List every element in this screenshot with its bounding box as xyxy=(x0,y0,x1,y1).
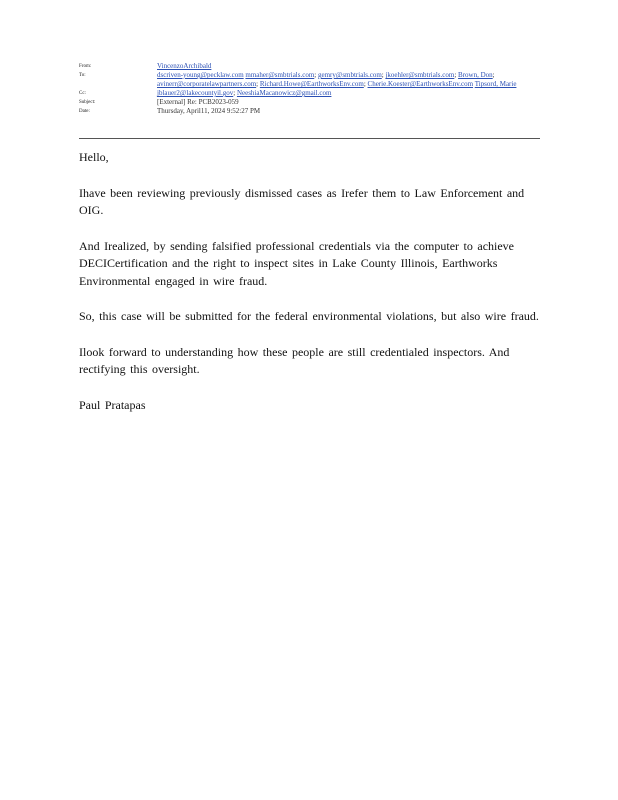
from-sender-link[interactable]: VincenzoArchibald xyxy=(157,62,212,70)
to-recipient-link[interactable]: Brown, Don xyxy=(458,71,493,79)
email-body xyxy=(79,149,539,432)
to-recipient-link[interactable]: Richard.Howe@EarthworksEnv.com xyxy=(259,80,364,88)
to-row xyxy=(79,71,540,89)
body-paragraph: And Irealized, by sending falsified professional credentials via the computer to achieve DECICertification and the right to inspect sites in Lake County Illinois, Earthworks Environmental engaged in wire fraud. xyxy=(79,238,515,288)
to-recipient-link[interactable]: jkoehler@smbtrials.com xyxy=(385,71,455,79)
from-label: From: xyxy=(79,64,92,69)
cc-row xyxy=(79,89,540,98)
date-label: Date: xyxy=(79,109,90,114)
body-paragraph: So, this case will be submitted for the federal environmental violations, but also wire fraud. xyxy=(79,309,539,323)
from-row xyxy=(79,62,540,71)
to-label: To: xyxy=(79,73,86,78)
to-recipient-link[interactable]: mmaher@smbtrials.com xyxy=(245,71,315,79)
to-recipient-link[interactable]: Cherie.Koester@EarthworksEnv.com xyxy=(367,80,474,88)
body-paragraph: Ilook forward to understanding how these people are still credentialed inspectors. And rectifying this oversight. xyxy=(79,344,510,376)
header-divider xyxy=(79,138,540,139)
date-value: Thursday, April11, 2024 9:52:27 PM xyxy=(157,107,261,115)
date-row xyxy=(79,107,540,116)
to-recipient-link[interactable]: avinerr@corporatelawpartners.com xyxy=(157,80,257,88)
cc-recipient-link[interactable]: NeeshiaMacanowicz@gmail.com xyxy=(236,89,332,97)
body-paragraph: Ihave been reviewing previously dismissed cases as Irefer them to Law Enforcement and OIG. xyxy=(79,185,525,217)
to-recipient-link[interactable]: Tipsord, Marie xyxy=(474,80,517,88)
subject-value: [External] Re: PCB2023-059 xyxy=(157,98,239,106)
subject-label: Subject: xyxy=(79,100,96,105)
to-recipients: dscriven-young@pecklaw.com mmaher@smbtrials.com; gemry@smbtrials.com; jkoehler@smbtrials.com; Brown, Don; avinerr@corporatelawpartners.com; Richard.Howe@EarthworksEnv.com; Cherie.Koester@EarthworksEnv.com Tipsord, Marie xyxy=(157,71,517,88)
greeting: Hello, xyxy=(79,150,109,164)
cc-recipient-link[interactable]: jblauer2@lakecountyil.gov xyxy=(157,89,234,97)
cc-recipients: jblauer2@lakecountyil.gov; NeeshiaMacanowicz@gmail.com xyxy=(157,89,332,97)
signature: Paul Pratapas xyxy=(79,397,146,412)
to-recipient-link[interactable]: dscriven-young@pecklaw.com xyxy=(157,71,244,79)
email-header xyxy=(79,62,540,116)
cc-label: Cc: xyxy=(79,91,86,96)
subject-row xyxy=(79,98,540,107)
to-recipient-link[interactable]: gemry@smbtrials.com xyxy=(317,71,382,79)
